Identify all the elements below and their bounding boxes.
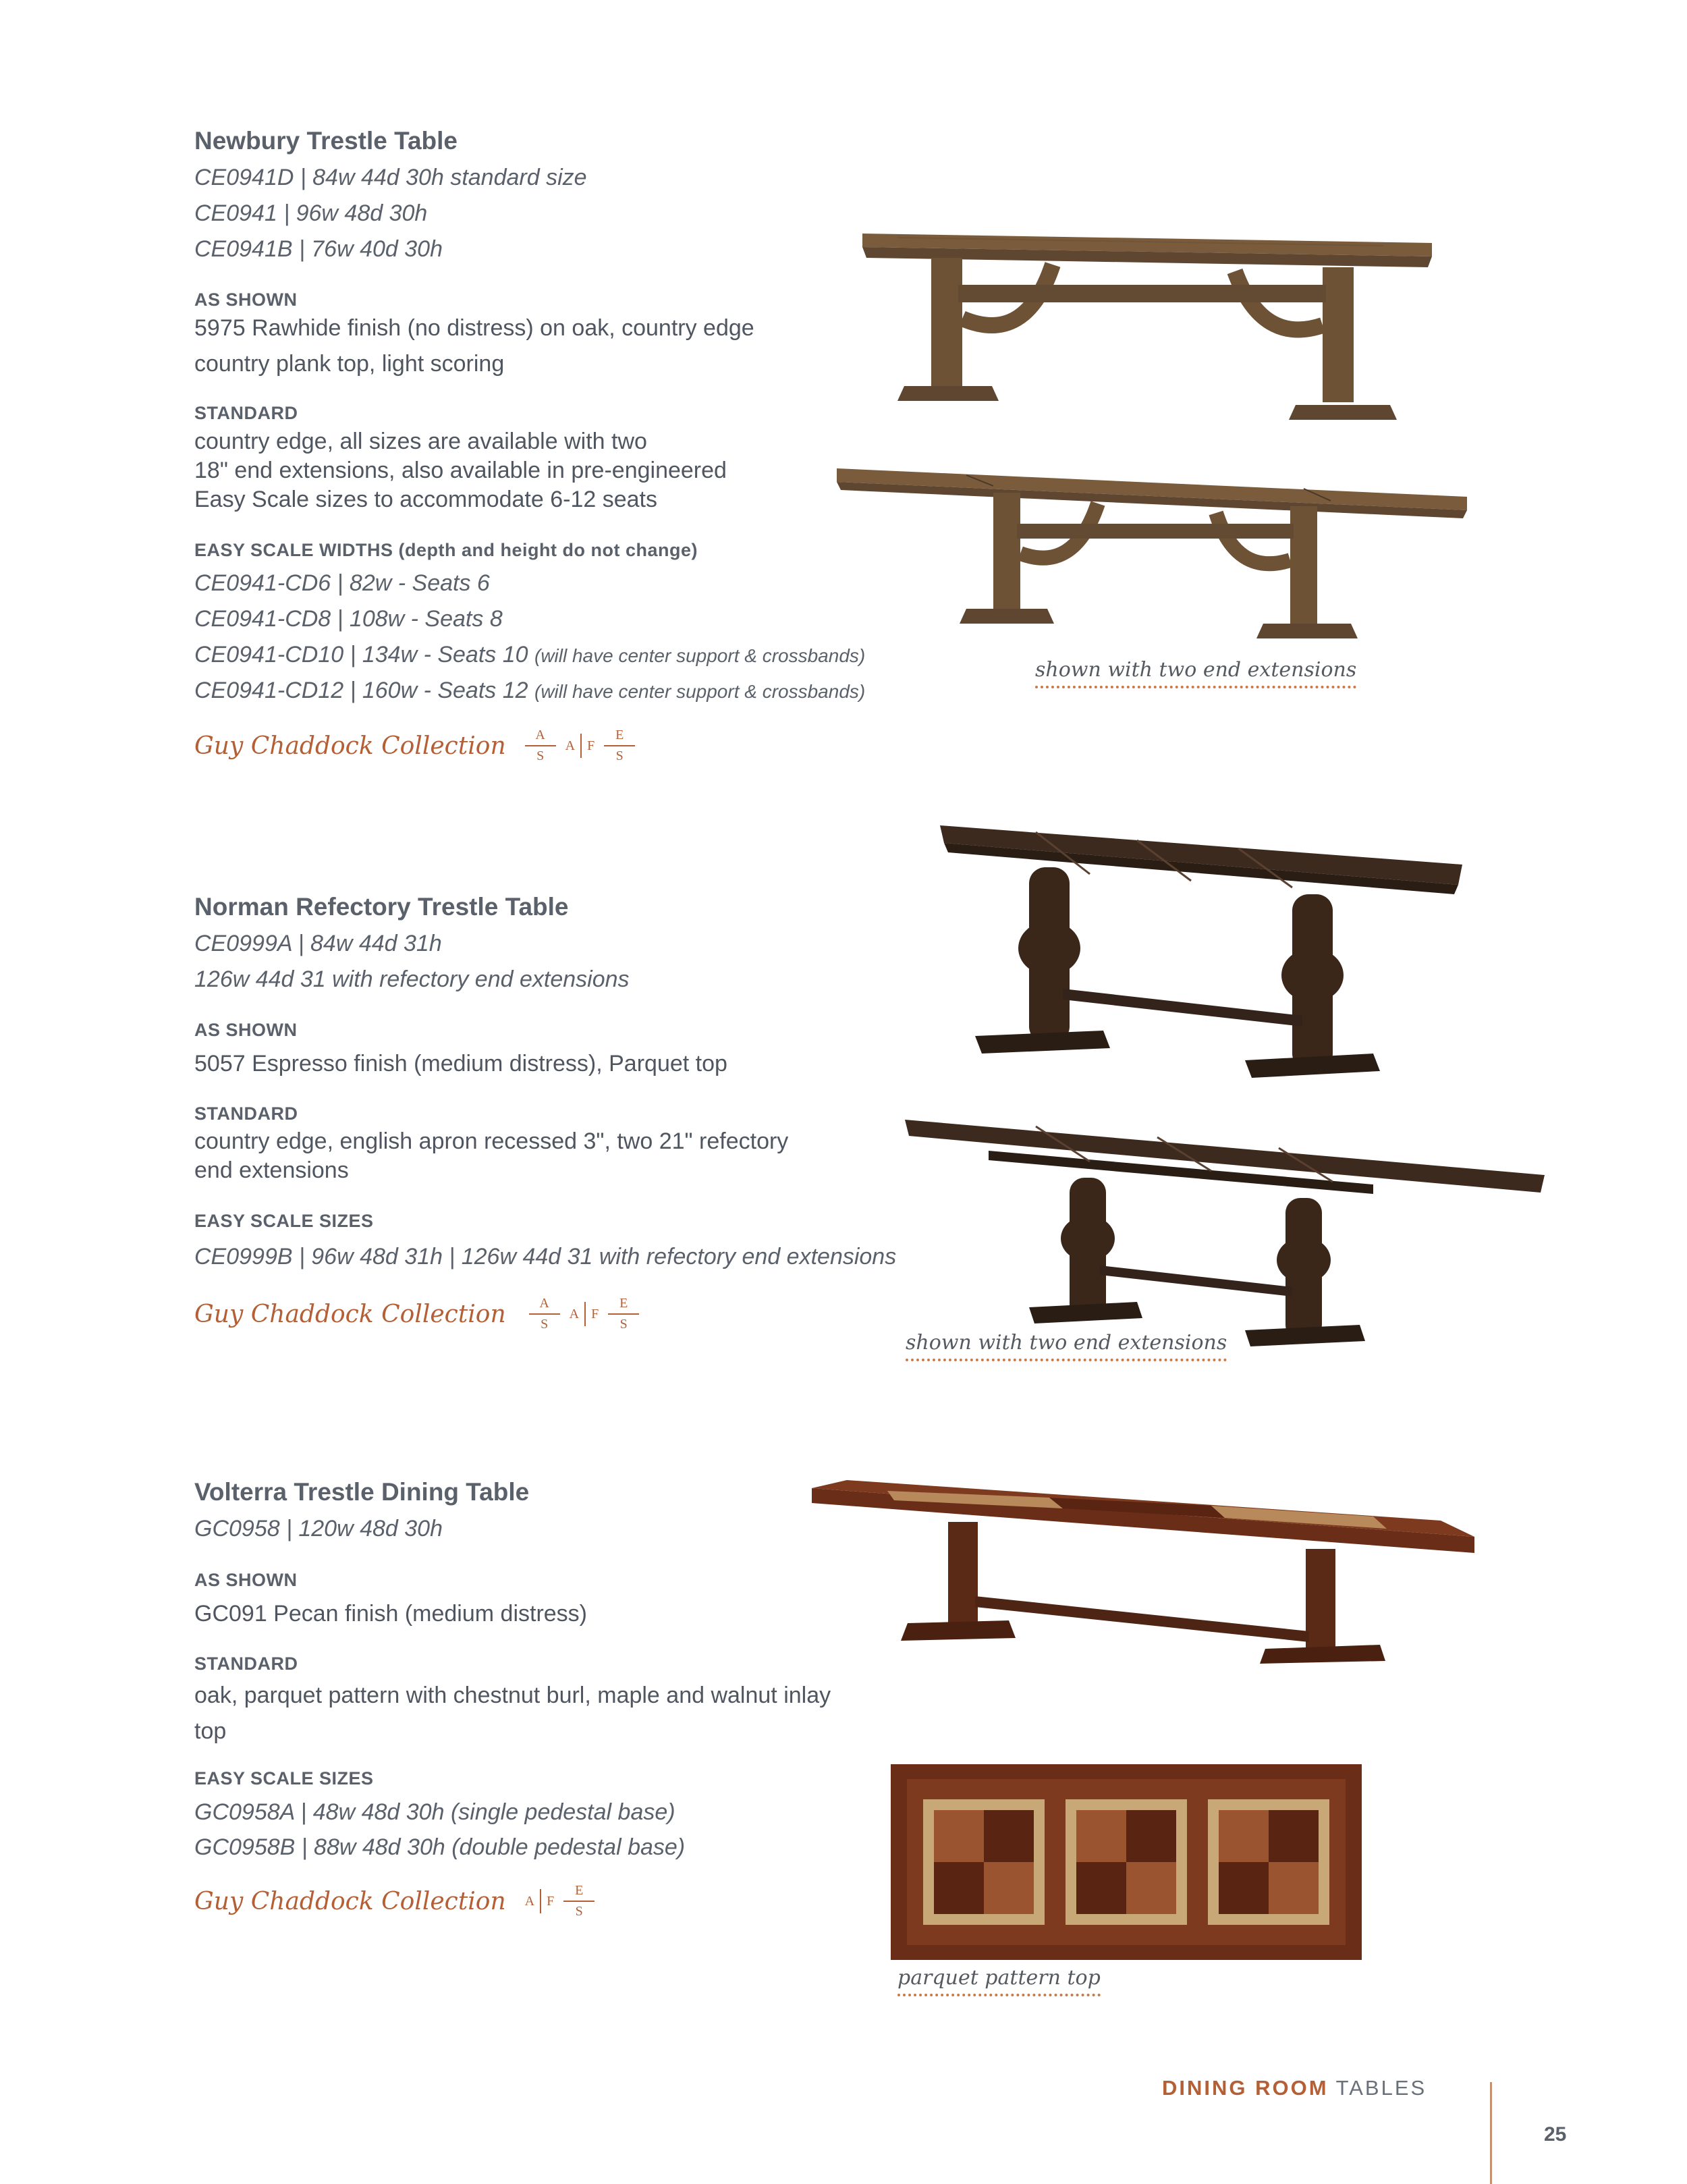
- image-caption: shown with two end extensions: [906, 1331, 1227, 1361]
- as-shown-label: AS SHOWN: [194, 290, 298, 310]
- sku-line: CE0941D | 84w 44d 30h standard size: [194, 165, 587, 190]
- easy-scale-line: CE0999B | 96w 48d 31h | 126w 44d 31 with refectory end extensions: [194, 1244, 897, 1270]
- easy-scale-text: CE0941-CD12 | 160w - Seats 12: [194, 678, 528, 703]
- easy-scale-line: GC0958B | 88w 48d 30h (double pedestal base): [194, 1834, 686, 1860]
- easy-scale-note: (will have center support & crossbands): [534, 645, 866, 666]
- badge-as: $\frac{A}{S}$: [529, 1296, 560, 1332]
- easy-scale-label: EASY SCALE SIZES: [194, 1211, 374, 1231]
- sku-line: 126w 44d 31 with refectory end extensions: [194, 966, 630, 992]
- image-caption: parquet pattern top: [897, 1966, 1101, 1996]
- easy-scale-text: CE0941-CD10 | 134w - Seats 10: [194, 642, 528, 667]
- badge-es: $\frac{E}{S}$: [604, 728, 635, 764]
- standard-line: top: [194, 1718, 227, 1744]
- standard-line: Easy Scale sizes to accommodate 6-12 seats: [194, 487, 657, 512]
- collection-name: Guy Chaddock Collection: [194, 732, 506, 760]
- easy-scale-line: [194, 570, 490, 597]
- sku-line: CE0999A | 84w 44d 31h: [194, 931, 442, 956]
- easy-scale-line: [194, 642, 865, 668]
- footer-category: DINING ROOM: [1162, 2076, 1329, 2100]
- newbury-table-image: [857, 217, 1437, 433]
- badge-es: $\frac{E}{S}$: [563, 1883, 594, 1919]
- newbury-extended-table-image: [831, 459, 1472, 655]
- footer-section-title: [1162, 2076, 1427, 2100]
- easy-scale-label: EASY SCALE SIZES: [194, 1768, 374, 1789]
- standard-label: STANDARD: [194, 1654, 298, 1674]
- standard-line: end extensions: [194, 1157, 349, 1183]
- page-number: 25: [1544, 2123, 1567, 2146]
- easy-scale-text: CE0941-CD6 | 82w - Seats 6: [194, 570, 490, 596]
- standard-label: STANDARD: [194, 403, 298, 423]
- parquet-top-image: [891, 1764, 1362, 1960]
- badge-af: A F: [570, 1302, 599, 1326]
- volterra-table-image: [806, 1461, 1480, 1664]
- badge-af: A F: [565, 734, 595, 758]
- standard-text: [194, 1127, 788, 1185]
- sku-line: CE0941B | 76w 40d 30h: [194, 236, 443, 262]
- image-caption: shown with two end extensions: [1035, 658, 1356, 688]
- standard-label: STANDARD: [194, 1103, 298, 1124]
- as-shown-text: 5975 Rawhide finish (no distress) on oak, country edge: [194, 315, 754, 341]
- standard-text: [194, 1678, 831, 1749]
- standard-text: [194, 427, 727, 514]
- sku-line: CE0941 | 96w 48d 30h: [194, 200, 428, 226]
- collection-name: Guy Chaddock Collection: [194, 1300, 506, 1328]
- collection-row: [194, 1296, 639, 1332]
- badge-af: A F: [525, 1889, 555, 1913]
- easy-scale-text: CE0941-CD8 | 108w - Seats 8: [194, 606, 503, 632]
- easy-scale-note: (will have center support & crossbands): [534, 681, 866, 702]
- standard-line: country edge, english apron recessed 3", two 21" refectory: [194, 1128, 789, 1154]
- badge-as: $\frac{A}{S}$: [525, 728, 556, 764]
- footer-subcategory: TABLES: [1335, 2076, 1427, 2100]
- norman-extended-table-image: [901, 1110, 1549, 1353]
- norman-table-image: [935, 813, 1468, 1083]
- as-shown-label: AS SHOWN: [194, 1020, 298, 1040]
- easy-scale-label: EASY SCALE WIDTHS (depth and height do not change): [194, 540, 698, 560]
- standard-line: country edge, all sizes are available with two: [194, 429, 647, 454]
- collection-name: Guy Chaddock Collection: [194, 1887, 506, 1915]
- as-shown-label: AS SHOWN: [194, 1570, 298, 1590]
- footer-divider: [1490, 2082, 1492, 2184]
- product-title: Newbury Trestle Table: [194, 127, 458, 155]
- as-shown-text: country plank top, light scoring: [194, 351, 505, 377]
- product-title: Volterra Trestle Dining Table: [194, 1478, 530, 1506]
- collection-row: [194, 728, 635, 764]
- as-shown-text: 5057 Espresso finish (medium distress), Parquet top: [194, 1051, 727, 1076]
- standard-line: oak, parquet pattern with chestnut burl, maple and walnut inlay: [194, 1683, 831, 1708]
- badge-es: $\frac{E}{S}$: [608, 1296, 639, 1332]
- easy-scale-line: GC0958A | 48w 48d 30h (single pedestal base): [194, 1799, 675, 1825]
- easy-scale-line: [194, 678, 865, 704]
- standard-line: 18" end extensions, also available in pre-engineered: [194, 458, 727, 483]
- as-shown-text: GC091 Pecan finish (medium distress): [194, 1601, 588, 1627]
- easy-scale-line: [194, 606, 503, 632]
- collection-row: [194, 1883, 594, 1919]
- product-title: Norman Refectory Trestle Table: [194, 893, 569, 921]
- sku-line: GC0958 | 120w 48d 30h: [194, 1516, 443, 1541]
